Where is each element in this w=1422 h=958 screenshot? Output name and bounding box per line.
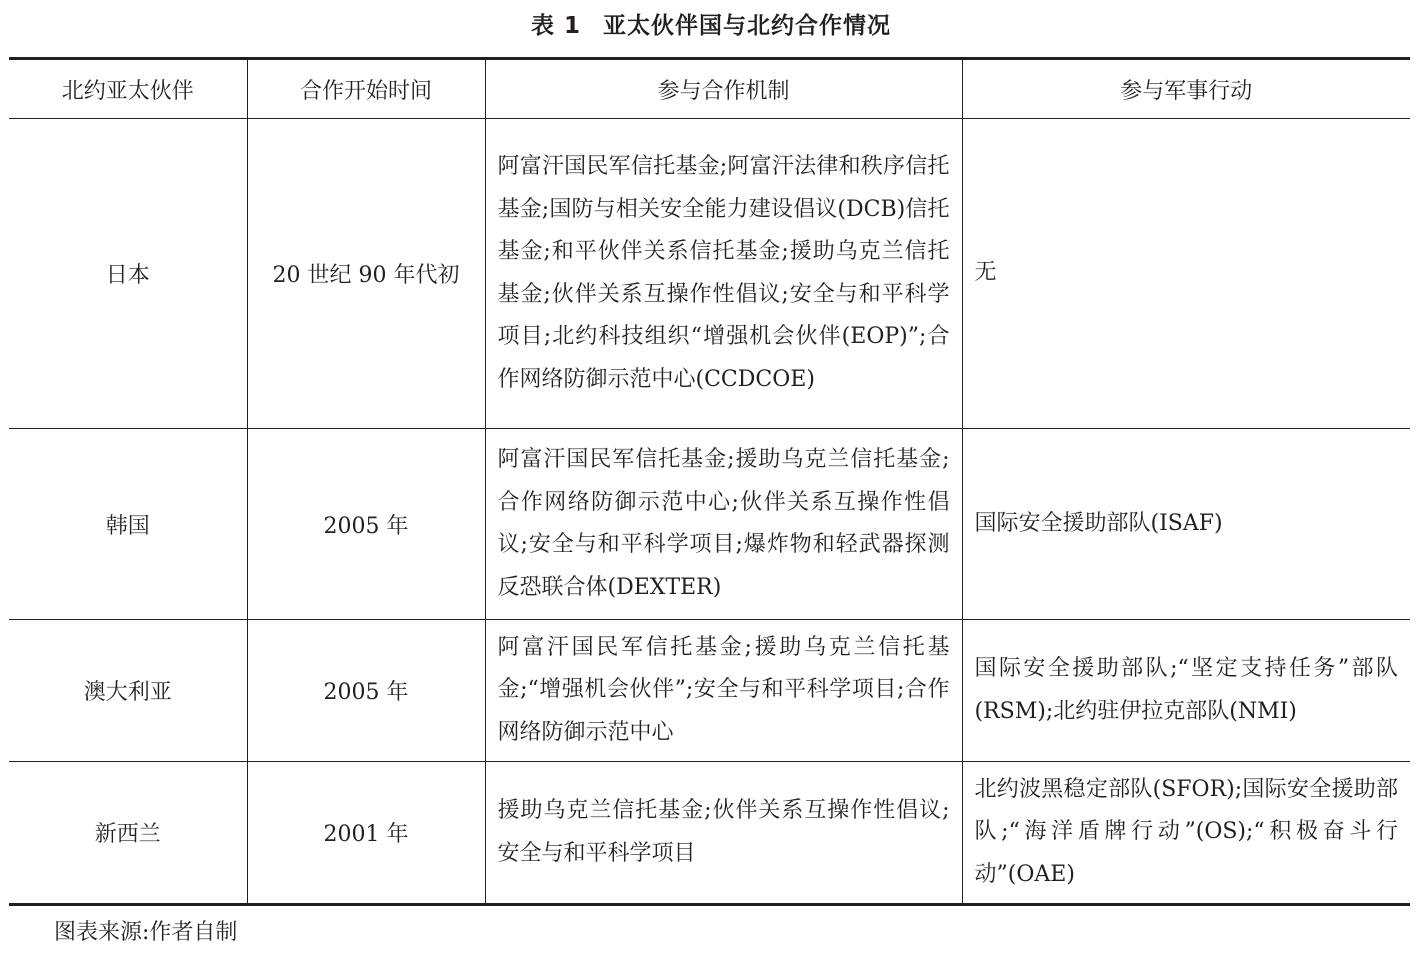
table-source-note: 图表来源:作者自制 [54, 920, 238, 945]
cell-operations: 国际安全援助部队(ISAF) [962, 429, 1410, 620]
table-row [9, 762, 1410, 905]
table-row [9, 119, 1410, 429]
table-number: 表 1 [530, 13, 581, 39]
column-header-mechanisms: 参与合作机制 [485, 59, 962, 119]
table-header-row [9, 59, 1410, 119]
cell-mechanisms: 阿富汗国民军信托基金;阿富汗法律和秩序信托基金;国防与相关安全能力建设倡议(DCB)信托基金;和平伙伴关系信托基金;援助乌克兰信托基金;伙伴关系互操作性倡议;安全与和平科学项目;北约科技组织“增强机会伙伴(EOP)”;合作网络防御示范中心(CCDCOE) [485, 119, 962, 429]
cell-partner: 韩国 [9, 429, 247, 620]
column-header-operations: 参与军事行动 [962, 59, 1410, 119]
table-title [0, 8, 1422, 44]
cell-start: 20 世纪 90 年代初 [247, 119, 485, 429]
cell-mechanisms: 援助乌克兰信托基金;伙伴关系互操作性倡议;安全与和平科学项目 [485, 762, 962, 905]
cell-start: 2005 年 [247, 620, 485, 762]
cell-operations: 无 [962, 119, 1410, 429]
cell-start: 2005 年 [247, 429, 485, 620]
cell-mechanisms: 阿富汗国民军信托基金;援助乌克兰信托基金;合作网络防御示范中心;伙伴关系互操作性倡议;安全与和平科学项目;爆炸物和轻武器探测反恐联合体(DEXTER) [485, 429, 962, 620]
table-title-text: 亚太伙伴国与北约合作情况 [603, 13, 891, 39]
cell-operations: 北约波黑稳定部队(SFOR);国际安全援助部队;“海洋盾牌行动”(OS);“积极奋斗行动”(OAE) [962, 762, 1410, 905]
cell-partner: 日本 [9, 119, 247, 429]
cell-partner: 澳大利亚 [9, 620, 247, 762]
cell-mechanisms: 阿富汗国民军信托基金;援助乌克兰信托基金;“增强机会伙伴”;安全与和平科学项目;合作网络防御示范中心 [485, 620, 962, 762]
table-row [9, 620, 1410, 762]
column-header-start: 合作开始时间 [247, 59, 485, 119]
cell-partner: 新西兰 [9, 762, 247, 905]
column-header-partner: 北约亚太伙伴 [9, 59, 247, 119]
cooperation-table [9, 57, 1410, 906]
cell-operations: 国际安全援助部队;“坚定支持任务”部队(RSM);北约驻伊拉克部队(NMI) [962, 620, 1410, 762]
table-row [9, 429, 1410, 620]
cell-start: 2001 年 [247, 762, 485, 905]
